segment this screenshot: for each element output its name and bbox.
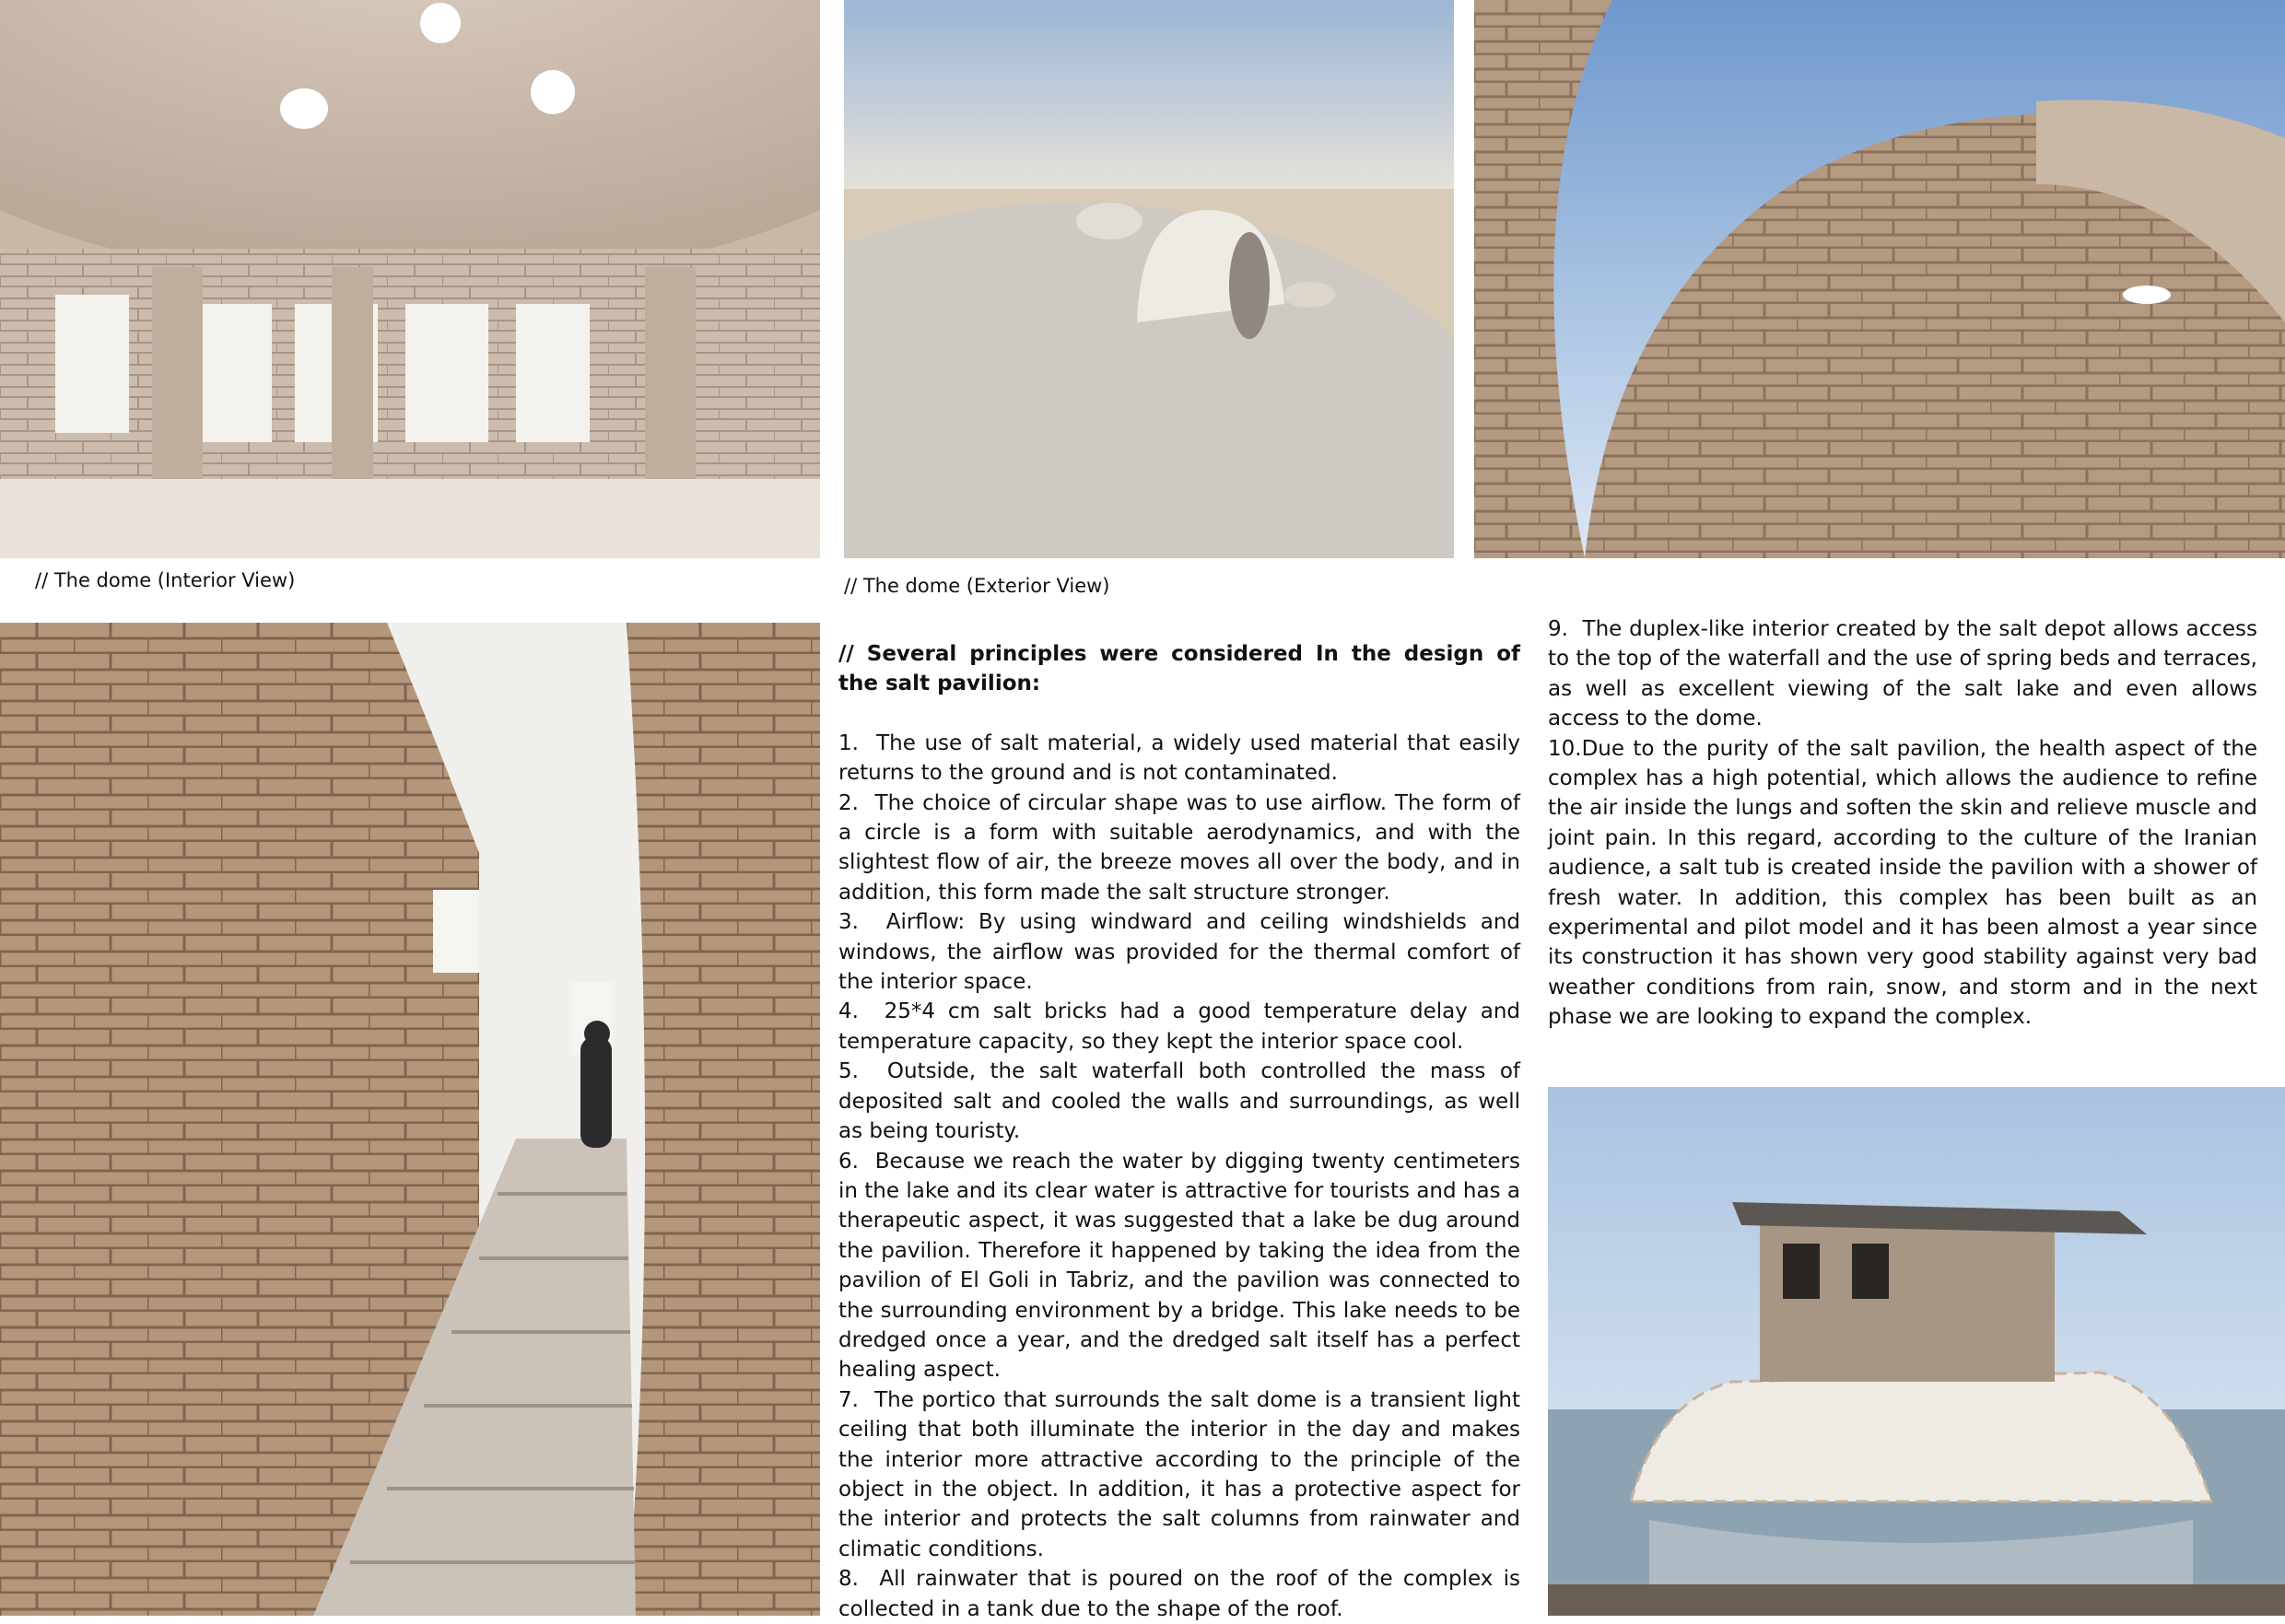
dome-interior-photo (0, 0, 820, 558)
principle-item-4: 4. 25*4 cm salt bricks had a good temperature delay and temperature capacity, so they kept the interior space cool. (838, 999, 1520, 1054)
principle-item-8: 8. All rainwater that is poured on the roof of the complex is collected in a tank due to the shape of the roof. (838, 1567, 1520, 1621)
caption-exterior: // The dome (Exterior View) (844, 575, 1110, 597)
principle-item-1: 1. The use of salt material, a widely used material that easily returns to the ground and is not contaminated. (838, 730, 1520, 786)
salt-pavilion-lake-photo (1548, 1087, 2285, 1616)
caption-interior: // The dome (Interior View) (35, 569, 296, 591)
principle-item-5: 5. Outside, the salt waterfall both controlled the mass of deposited salt and cooled the walls and surroundings, as well as being touristy. (838, 1059, 1520, 1144)
dome-sky-opening-photo (1474, 0, 2285, 558)
principle-item-7: 7. The portico that surrounds the salt dome is a transient light ceiling that both illuminate the interior in the day and makes the interior more attractive according to the principle of the object in the object. In addition, it has a protective aspect for the interior and protects the salt columns from rainwater and climatic conditions. (838, 1387, 1520, 1561)
principle-item-2: 2. The choice of circular shape was to use airflow. The form of a circle is a form with suitable aerodynamics, and with the slightest flow of air, the breeze moves all over the body, and in addition, this form made the salt structure stronger. (838, 790, 1520, 905)
principles-column-right (1548, 614, 2257, 1033)
dome-exterior-photo (844, 0, 1454, 558)
curved-staircase-photo (0, 623, 820, 1616)
principles-column-left (838, 639, 1520, 1624)
principles-heading: // Several principles were considered In the design of the salt pavilion: (838, 642, 1520, 696)
principle-item-9: 9. The duplex-like interior created by the salt depot allows access to the top of the waterfall and the use of spring beds and terraces, as well as excellent viewing of the salt lake and even allows access to the dome. (1548, 617, 2257, 731)
principle-item-3: 3. Airflow: By using windward and ceiling windshields and windows, the airflow was provided for the thermal comfort of the interior space. (838, 910, 1520, 995)
principle-item-10: 10.Due to the purity of the salt pavilion, the health aspect of the complex has a high potential, which allows the audience to refine the air inside the lungs and soften the skin and relieve muscle and joint pain. In this regard, according to the culture of the Iranian audience, a salt tub is created inside the pavilion with a shower of fresh water. In addition, this complex has been built as an experimental and pilot model and it has been almost a year since its construction it has shown very good stability against very bad weather conditions from rain, snow, and storm and in the next phase we are looking to expand the complex. (1548, 736, 2257, 1030)
principle-item-6: 6. Because we reach the water by digging twenty centimeters in the lake and its clear water is attractive for tourists and has a therapeutic aspect, it was suggested that a lake be dug around the pavilion. Therefore it happened by taking the idea from the pavilion of El Goli in Tabriz, and the pavilion was connected to the surrounding environment by a bridge. This lake needs to be dredged once a year, and the dredged salt itself has a perfect healing aspect. (838, 1149, 1520, 1383)
